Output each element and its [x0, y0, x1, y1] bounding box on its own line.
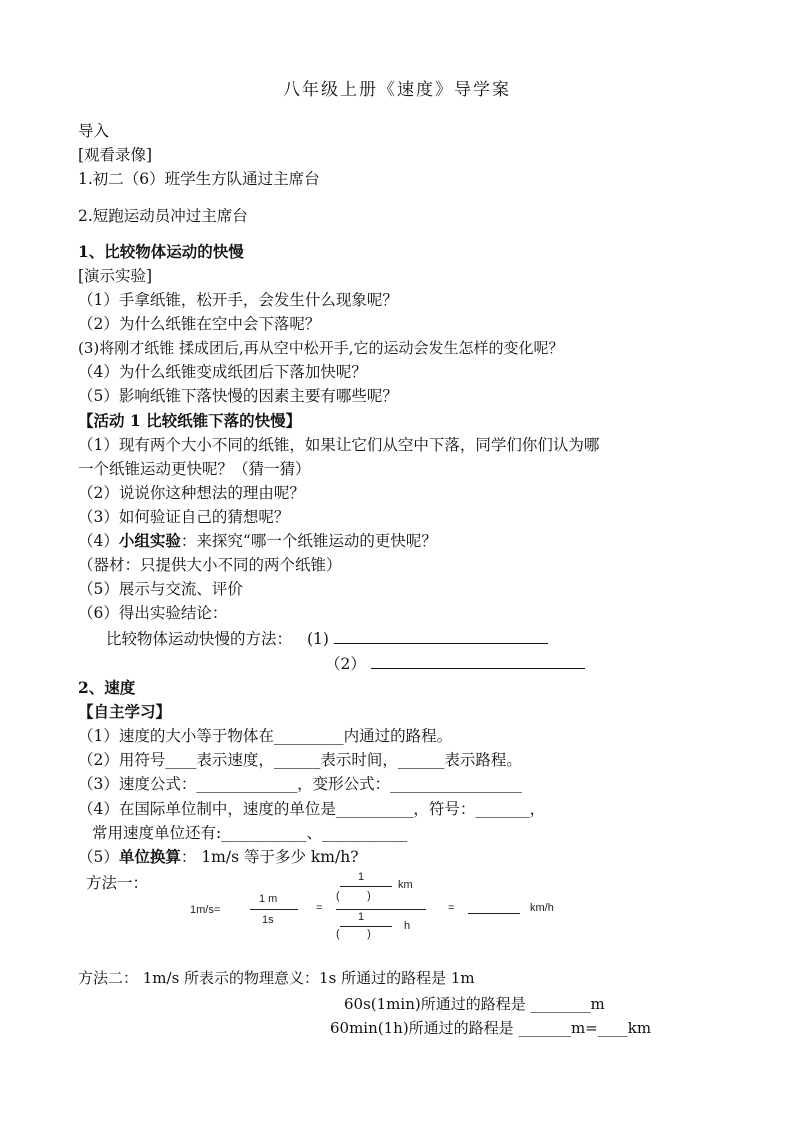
activity-item-4-prefix: （4）: [78, 532, 119, 550]
activity-item-4-text: ：来探究“哪一个纸锥运动的更快呢？: [180, 532, 437, 550]
formula-denominator: 1s: [262, 914, 274, 926]
question-5: （5）影响纸锥下落快慢的因素主要有哪些呢？: [78, 387, 398, 405]
section2-heading: 2、速度: [78, 678, 136, 697]
unit-conversion-label: 单位换算: [118, 847, 181, 866]
formula-fraction-bar: [250, 909, 298, 910]
method-one-label: 方法一：: [86, 874, 149, 892]
formula-lhs: 1m/s=: [190, 904, 221, 916]
intro-heading: 导入: [78, 122, 110, 140]
activity-item-4: [78, 531, 437, 551]
intro-watch-label: [观看录像]: [78, 146, 153, 164]
formula-equals-1: =: [316, 902, 323, 914]
demo-label: [演示实验]: [78, 267, 153, 285]
intro-item-1: 1.初二（6）班学生方队通过主席台: [78, 170, 320, 188]
formula-top-denominator: ( ): [336, 890, 371, 902]
self-study-item-4-units: 常用速度单位还有:___________、___________: [92, 824, 408, 842]
method-two-line-3: 60min(1h)所通过的路程是 _______m=____km: [330, 1019, 652, 1037]
formula-top-unit: km: [398, 879, 413, 891]
self-study-item-4: （4）在国际单位制中，速度的单位是__________，符号：_______，: [78, 800, 546, 818]
question-4: （4）为什么纸锥变成纸团后下落加快呢？: [78, 363, 367, 381]
method-two-line-2: 60s(1min)所通过的路程是 ________m: [344, 995, 605, 1013]
formula-main-bar: [336, 909, 426, 910]
activity-item-1-line2: 一个纸锥运动更快呢？（猜一猜）: [78, 460, 311, 478]
self-study-item-1-text: （1）速度的大小等于物体在: [78, 727, 274, 745]
method-two-line-1: 方法二： 1m/s 所表示的物理意义：1s 所通过的路程是 1m: [78, 969, 475, 987]
formula-bottom-numerator: 1: [358, 911, 365, 923]
question-1: （1）手拿纸锥，松开手，会发生什么现象呢？: [78, 291, 398, 309]
formula-top-bar: [340, 886, 392, 887]
group-experiment-label: 小组实验: [118, 531, 181, 550]
self-study-item-1-end: 内通过的路程。: [343, 727, 453, 745]
formula-equals-2: =: [448, 902, 455, 914]
activity-item-2: （2）说说你这种想法的理由呢？: [78, 484, 305, 502]
question-2: （2）为什么纸锥在空中会下落呢？: [78, 315, 321, 333]
self-study-item-1: [78, 726, 452, 746]
formula-result-unit: km/h: [530, 902, 554, 914]
method-line-2: [325, 653, 585, 673]
self-study-item-5: [78, 847, 359, 867]
formula-bottom-unit: h: [404, 920, 411, 932]
method-label: 比较物体运动快慢的方法：: [106, 630, 293, 648]
page-title: 八年级上册《速度》导学案: [283, 80, 511, 100]
activity-item-5: （5）展示与交流、评价: [78, 580, 243, 598]
self-study-item-2: （2）用符号____表示速度，______表示时间，______表示路程。: [78, 751, 522, 769]
formula-numerator: 1 m: [259, 893, 278, 905]
formula-bottom-denominator: ( ): [336, 928, 371, 940]
time-blank[interactable]: _________: [273, 727, 344, 745]
method-2-number: （2）: [325, 655, 366, 673]
formula-bottom-bar: [340, 926, 392, 927]
activity-item-1-line1: （1）现有两个大小不同的纸锥，如果让它们从空中下落，同学们你们认为哪: [78, 436, 600, 454]
method-2-blank[interactable]: [371, 653, 585, 669]
activity-title: 【活动 1 比较纸锥下落的快慢】: [78, 411, 302, 430]
method-1-blank[interactable]: [334, 628, 548, 644]
self-study-item-5-prefix: （5）: [78, 848, 119, 866]
activity-item-6: （6）得出实验结论：: [78, 604, 228, 622]
self-study-item-3: （3）速度公式：_____________，变形公式：_________________: [78, 775, 522, 793]
self-study-item-5-text: ： 1m/s 等于多少 km/h?: [180, 848, 359, 866]
formula-answer-blank[interactable]: [468, 913, 520, 914]
method-line-1: [106, 628, 548, 648]
question-3: (3)将刚才纸锥 揉成团后,再从空中松开手,它的运动会发生怎样的变化呢？: [78, 339, 564, 357]
section1-heading: 1、比较物体运动的快慢: [78, 242, 244, 261]
formula-top-numerator: 1: [358, 871, 365, 883]
method-1-number: (1): [306, 630, 329, 648]
self-study-title: 【自主学习】: [78, 702, 172, 721]
intro-item-2: 2.短跑运动员冲过主席台: [78, 207, 248, 225]
equipment-note: （器材：只提供大小不同的两个纸锥）: [78, 556, 342, 574]
activity-item-3: （3）如何验证自己的猜想呢？: [78, 508, 290, 526]
